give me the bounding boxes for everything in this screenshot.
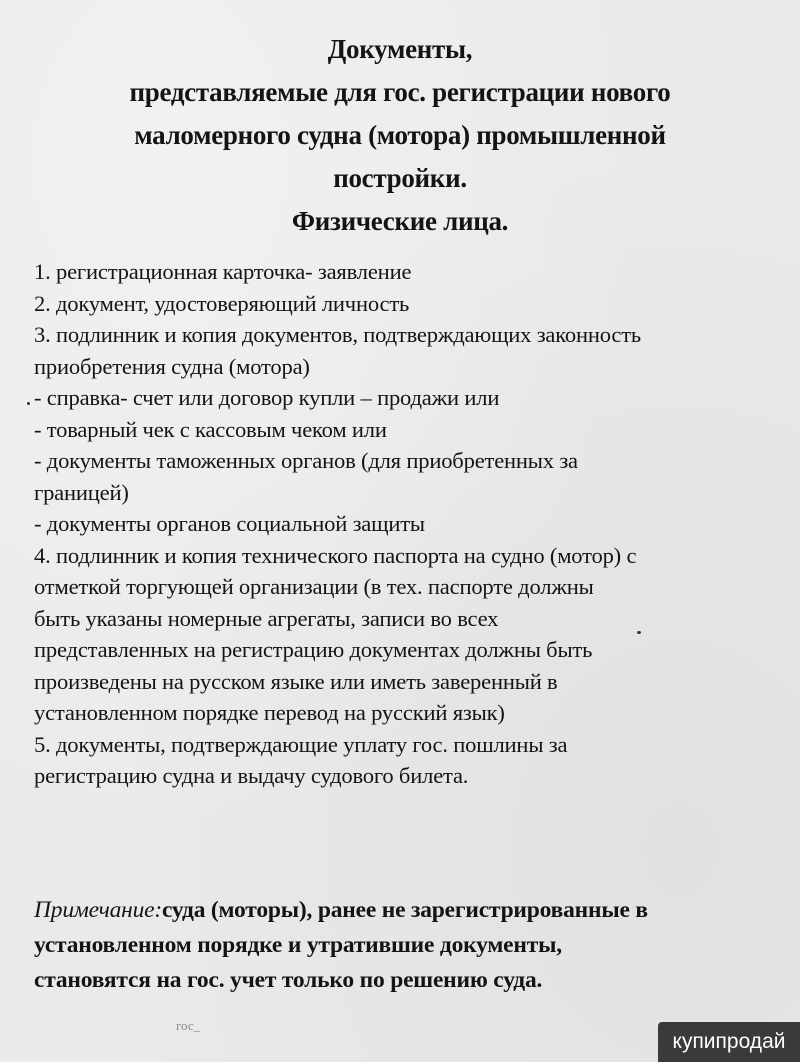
list-line: - документы органов социальной защиты [34,511,425,536]
list-line: 1. регистрационная карточка- заявление [34,259,412,284]
list-line: - документы таможенных органов (для приобретенных за [34,448,578,473]
list-line: быть указаны номерные агрегаты, записи во всех [34,605,499,631]
list-line: отметкой торгующей организации (в тех. паспорте должны [34,574,594,599]
list-line: - справка- счет или договор купли – продажи или [34,385,500,410]
list-line: приобретения судна (мотора) [34,353,310,379]
list-line: 5. документы, подтверждающие уплату гос. пошлины за [34,731,568,757]
scan-speck [27,402,30,405]
watermark-badge: купипродай [658,1022,800,1062]
documents-list [34,256,779,792]
list-line: границей) [34,479,129,505]
note-line: установленном порядке и утратившие документы, [34,932,562,958]
title-line: представляемые для гос. регистрации нового [129,77,671,107]
list-line: - товарный чек с кассовым чеком или [34,416,387,442]
list-line: произведены на русском языке или иметь заверенный в [34,668,558,694]
title-line: Документы, [327,34,473,64]
list-line: установленном порядке перевод на русский язык) [34,700,505,725]
title-line: маломерного судна (мотора) промышленной [134,120,666,150]
title-line: постройки. [333,163,467,193]
note-first-line [34,893,754,928]
list-line: 3. подлинник и копия документов, подтверждающих законность [34,322,642,347]
list-line: представленных на регистрацию документах должны быть [34,637,593,662]
stray-mark: гос_ [176,1018,201,1033]
note-block [34,893,754,998]
scan-speck [637,631,641,634]
note-label: Примечание: [34,897,163,923]
note-text: суда (моторы), ранее не зарегистрированные в [162,897,648,923]
list-line: 4. подлинник и копия технического паспорта на судно (мотор) с [34,542,637,568]
document-title [40,28,760,243]
title-subheading: Физические лица. [291,206,509,236]
list-line: 2. документ, удостоверяющий личность [34,290,410,316]
list-line: регистрацию судна и выдачу судового билета. [34,763,469,788]
note-line: становятся на гос. учет только по решению суда. [34,967,543,993]
